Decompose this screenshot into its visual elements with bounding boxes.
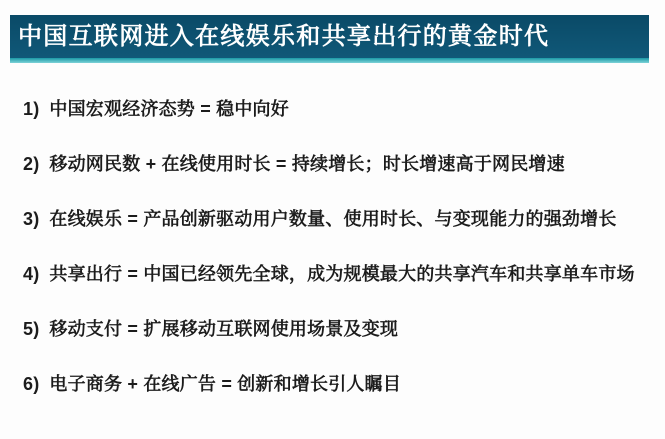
list-item-number: 3): [23, 209, 40, 229]
list-item-number: 4): [23, 264, 40, 284]
title-bar: [10, 15, 649, 58]
list-item-number: 5): [23, 319, 40, 339]
list-item-text: 移动网民数 + 在线使用时长 = 持续增长；时长增速高于网民增速: [49, 154, 565, 174]
list-item: [23, 374, 657, 394]
list-item: [23, 264, 657, 284]
list-item: [23, 99, 657, 119]
list-item-text: 在线娱乐 = 产品创新驱动用户数量、使用时长、与变现能力的强劲增长: [49, 209, 617, 229]
bullet-list: [23, 99, 657, 429]
list-item-text: 共享出行 = 中国已经领先全球，成为规模最大的共享汽车和共享单车市场: [49, 264, 635, 284]
list-item-number: 1): [23, 99, 40, 119]
list-item-number: 2): [23, 154, 40, 174]
list-item: [23, 209, 657, 229]
list-item-text: 移动支付 = 扩展移动互联网使用场景及变现: [49, 319, 399, 339]
list-item: [23, 154, 657, 174]
page-title: 中国互联网进入在线娱乐和共享出行的黄金时代: [18, 22, 550, 50]
list-item-text: 电子商务 + 在线广告 = 创新和增长引人瞩目: [49, 374, 402, 394]
list-item-text: 中国宏观经济态势 = 稳中向好: [49, 99, 289, 119]
list-item-number: 6): [23, 374, 40, 394]
title-underline: [10, 58, 649, 63]
list-item: [23, 319, 657, 339]
